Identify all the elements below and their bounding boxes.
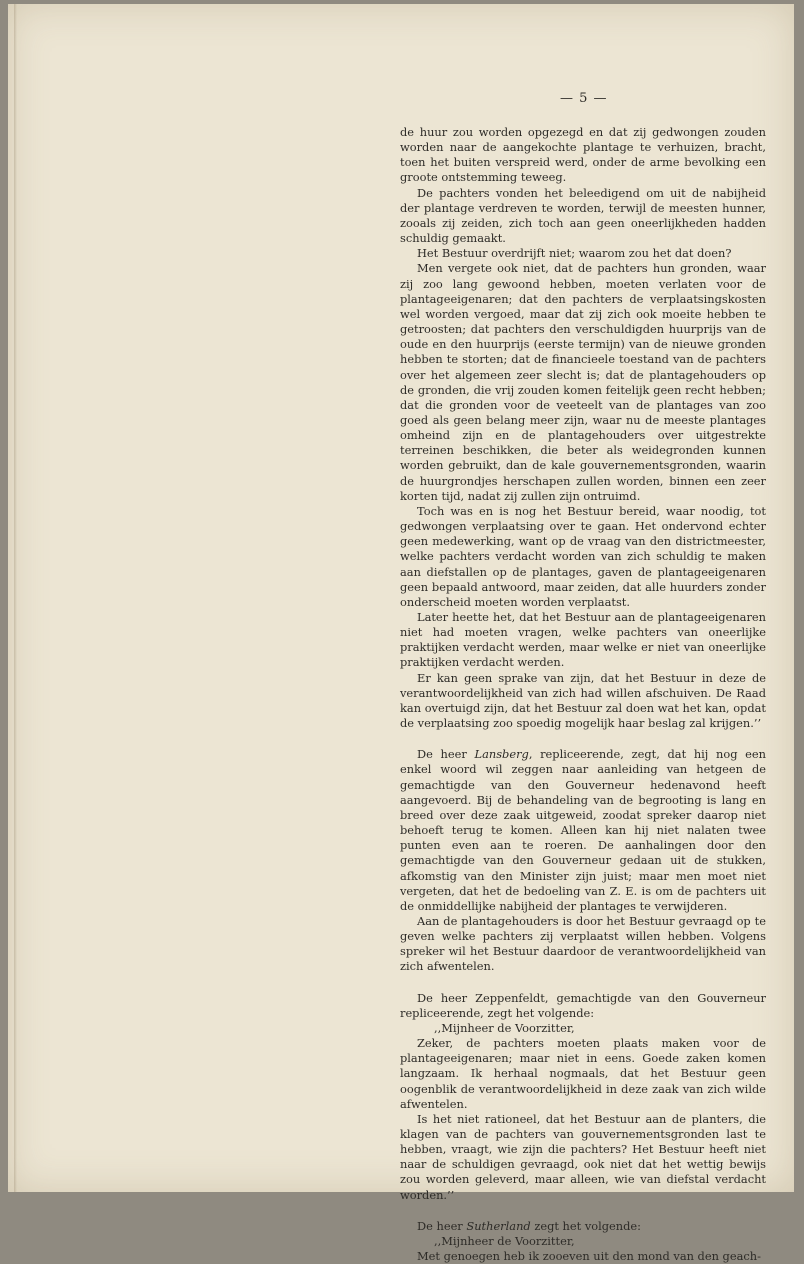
speaker-name: Sutherland (466, 1218, 531, 1233)
lansberg-paragraph (400, 747, 766, 914)
page-fold-shadow (14, 4, 17, 1192)
paragraph: Zeker, de pachters moeten plaats maken voor de plantageeigenaren; maar niet in eens. Goede zaken komen langzaam. Ik herhaal nogmaals, dat het Bestuur geen oogenblik de verantwoordelijkheid in deze zaak van zich wilde afwentelen. (400, 1036, 766, 1111)
paragraph: de huur zou worden opgezegd en dat zij gedwongen zouden worden naar de aangekochte plantage te verhuizen, bracht, toen het buiten verspreid werd, onder de arme bevolking een groote ontstemming teweeg. (400, 125, 766, 185)
page-number: — 5 — (560, 91, 608, 106)
speech-text: , repliceerende, zegt, dat hij nog een enkel woord wil zeggen naar aanleiding van hetgeen de gemachtigde van den Gouverneur hedenavond heeft aangevoerd. Bij de behandeling van de begrooting is lang en breed over deze zaak uitgeweid, zoodat spreker daarop niet behoeft terug te komen. Alleen kan hij niet nalaten twee punten even aan te roeren. De aanhalingen door den gemachtigde van den Gouverneur gedaan uit de stukken, afkomstig van den Minister zijn juist; maar men moet niet vergeten, dat het de bedoeling van Z. E. is om de pachters uit de onmiddellijke nabijheid der plantages te verwijderen. (400, 747, 766, 913)
text-column (400, 125, 766, 1264)
paragraph: Later heette het, dat het Bestuur aan de plantageeigenaren niet had moeten vragen, welke pachters van oneerlijke praktijken verdacht werden, maar welke er niet van oneerlijke praktijken verdacht werden. (400, 610, 766, 670)
zeppenfeldt-intro: De heer Zeppenfeldt, gemachtigde van den Gouverneur repliceerende, zegt het volgende: (400, 990, 766, 1020)
paragraph: Is het niet rationeel, dat het Bestuur aan de planters, die klagen van de pachters van gouvernementsgronden last te hebben, vraagt, wie zijn die pachters? Het Bestuur heeft niet naar de schuldigen gevraagd, ook niet dat het wettig bewijs zou worden geleverd, maar alleen, wie van diefstal verdacht worden.’’ (400, 1111, 766, 1202)
paragraph: Toch was en is nog het Bestuur bereid, waar noodig, tot gedwongen verplaatsing over te gaan. Het ondervond echter geen medewerking, want op de vraag van den districtmeester, welke pachters verdacht worden van zich schuldig te maken aan diefstallen op de plantages, gaven de plantageeigenaren geen bepaald antwoord, maar zeiden, dat alle huurders zonder onderscheid moeten worden verplaatst. (400, 503, 766, 609)
paragraph: Er kan geen sprake van zijn, dat het Bestuur in deze de verantwoordelijkheid van zich had willen afschuiven. De Raad kan overtuigd zijn, dat het Bestuur zal doen wat het kan, opdat de verplaatsing zoo spoedig mogelijk haar beslag zal krijgen.’’ (400, 670, 766, 731)
speaker-prefix: De heer (417, 747, 475, 762)
paragraph: De pachters vonden het beleedigend om uit de nabijheid der plantage verdreven te worden, terwijl de meesten hunner, zooals zij zeiden, zich toch aan geen oneerlijkheden hadden schuldig gemaakt. (400, 185, 766, 246)
paragraph: Met genoegen heb ik zooeven uit den mond van den geach- (417, 1249, 761, 1264)
paragraph: Het Bestuur overdrijft niet; waarom zou het dat doen? (417, 246, 732, 261)
salutation: ,,Mijnheer de Voorzitter, (434, 1233, 575, 1248)
document-page (8, 4, 794, 1264)
salutation: ,,Mijnheer de Voorzitter, (434, 1020, 575, 1035)
speaker-prefix: De heer (417, 1218, 467, 1233)
paragraph: Men vergete ook niet, dat de pachters hun gronden, waar zij zoo lang gewoond hebben, moeten verlaten voor de plantageeigenaren; dat den pachters de verplaatsingskosten wel worden vergoed, maar dat zij zich ook moeite hebben te getroosten; dat pachters den verschuldigden huurprijs van de oude en den huurprijs (eerste termijn) van de nieuwe gronden hebben te storten; dat de financieele toestand van de pachters over het algemeen zeer slecht is; dat de plantagehouders op de gronden, die vrij zouden komen feitelijk geen recht hebben; dat die gronden voor de veeteelt van de plantages van zoo goed als geen belang meer zijn, waar nu de meeste plantages omheind zijn en de plantagehouders over uitgestrekte terreinen beschikken, die beter als weidegronden kunnen worden gebruikt, dan de kale gouvernementsgronden, waarin de huurgrondjes herschapen zullen worden, binnen een zeer korten tijd, nadat zij zullen zijn ontruimd. (400, 261, 766, 503)
speech-text: zegt het volgende: (530, 1218, 642, 1233)
speaker-name: Lansberg (474, 747, 529, 762)
paragraph: Aan de plantagehouders is door het Bestuur gevraagd op te geven welke pachters zij verplaatst willen hebben. Volgens spreker wil het Bestuur daardoor de verantwoordelijkheid van zich afwentelen. (400, 913, 766, 974)
sutherland-intro (400, 1219, 766, 1234)
